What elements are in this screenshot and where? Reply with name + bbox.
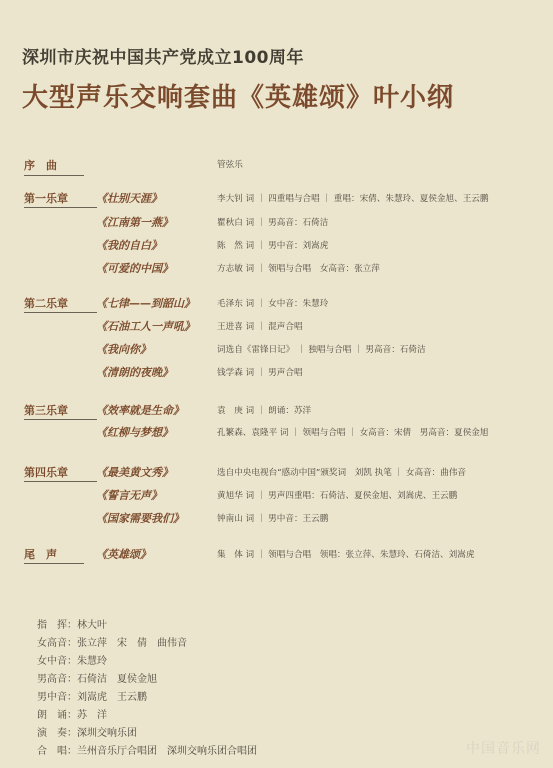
work-title: 《七律——到韶山》	[96, 297, 195, 310]
credit-orchestra: 演 奏：深圳交响乐团	[37, 728, 137, 739]
chapter-3: 第三乐章	[24, 404, 68, 417]
work-performance: 钱学森 词 ｜ 男声合唱	[217, 368, 303, 378]
credit-baritone: 男中音：刘嵩虎 王云鹏	[37, 692, 147, 703]
chapter-2: 第二乐章	[24, 297, 68, 310]
work-performance: 方志敏 词 ｜ 领唱与合唱 女高音：张立萍	[217, 264, 380, 274]
credit-conductor: 指 挥：林大叶	[37, 620, 107, 631]
work-performance: 毛泽东 词 ｜ 女中音：朱慧玲	[217, 299, 329, 309]
work-title: 《壮别天涯》	[96, 192, 162, 205]
work-performance: 黄旭华 词 ｜ 男声四重唱：石倚洁、夏侯金旭、刘嵩虎、王云鹏	[217, 491, 458, 501]
chapter-underline	[24, 481, 97, 482]
work-title: 《我向你》	[96, 343, 151, 356]
page-title: 深圳市庆祝中国共产党成立100周年	[22, 48, 304, 68]
work-title: 《效率就是生命》	[96, 404, 184, 417]
chapter-4: 第四乐章	[24, 466, 68, 479]
credit-recitation: 朗 诵：苏 洋	[37, 710, 107, 721]
page-subtitle: 大型声乐交响套曲《英雄颂》叶小纲	[22, 83, 455, 113]
work-performance: 词选自《雷锋日记》 ｜ 独唱与合唱 ｜ 男高音：石倚洁	[217, 345, 426, 355]
work-performance: 李大钊 词 ｜ 四重唱与合唱 ｜ 重唱：宋倩、朱慧玲、夏侯金旭、王云鹏	[217, 194, 489, 204]
work-title: 《清朗的夜晚》	[96, 366, 173, 379]
chapter-underline	[24, 175, 84, 176]
work-performance: 瞿秋白 词 ｜ 男高音：石倚洁	[217, 218, 329, 228]
work-title: 《红柳与梦想》	[96, 426, 173, 439]
prelude-performance: 管弦乐	[217, 160, 243, 170]
work-performance: 集 体 词 ｜ 领唱与合唱 领唱：张立萍、朱慧玲、石倚洁、刘嵩虎	[217, 550, 475, 560]
work-title: 《誓言无声》	[96, 489, 162, 502]
credit-chorus: 合 唱：兰州音乐厅合唱团 深圳交响乐团合唱团	[37, 746, 257, 757]
credit-tenor: 男高音：石倚洁 夏侯金旭	[37, 674, 157, 685]
chapter-finale: 尾 声	[24, 548, 57, 561]
work-performance: 王进喜 词 ｜ 混声合唱	[217, 322, 303, 332]
work-title: 《英雄颂》	[96, 548, 151, 561]
work-title: 《国家需要我们》	[96, 512, 184, 525]
work-performance: 袁 庚 词 ｜ 朗诵：苏洋	[217, 406, 312, 416]
work-title: 《我的自白》	[96, 239, 162, 252]
work-performance: 孔繁森、袁隆平 词 ｜ 领唱与合唱 ｜ 女高音：宋倩 男高音：夏侯金旭	[217, 428, 489, 438]
credit-mezzo: 女中音：朱慧玲	[37, 656, 107, 667]
work-performance: 选自中央电视台“感动中国”颁奖词 刘凯 执笔 ｜ 女高音：曲伟音	[217, 468, 467, 478]
credit-soprano: 女高音：张立萍 宋 倩 曲伟音	[37, 638, 187, 649]
work-title: 《江南第一燕》	[96, 216, 173, 229]
work-title: 《可爱的中国》	[96, 262, 173, 275]
chapter-1: 第一乐章	[24, 192, 68, 205]
work-performance: 陈 然 词 ｜ 男中音：刘嵩虎	[217, 241, 329, 251]
watermark-logo: 中国音乐网	[466, 741, 541, 757]
chapter-prelude: 序 曲	[24, 159, 57, 172]
chapter-underline	[24, 419, 97, 420]
work-title: 《最美黄文秀》	[96, 466, 173, 479]
chapter-underline	[24, 207, 97, 208]
work-title: 《石油工人一声吼》	[96, 320, 195, 333]
chapter-underline	[24, 563, 84, 564]
work-performance: 钟南山 词 ｜ 男中音：王云鹏	[217, 514, 329, 524]
chapter-underline	[24, 312, 97, 313]
